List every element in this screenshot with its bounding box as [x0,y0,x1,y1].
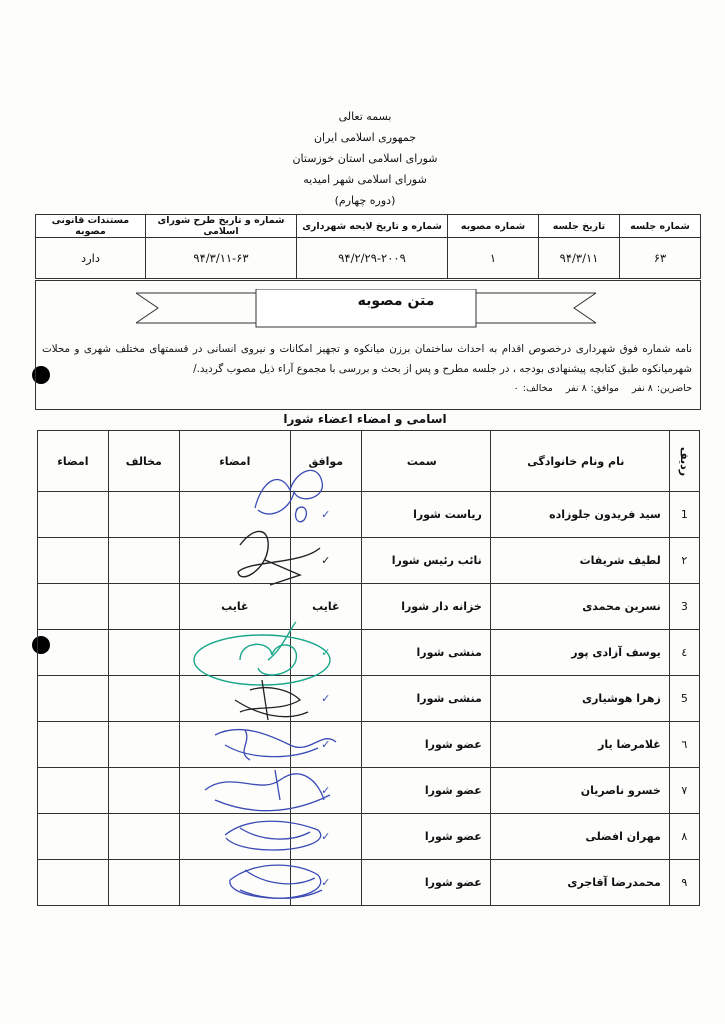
meta-header: شماره و تاریخ طرح شورای اسلامی [146,215,297,238]
member-row [38,492,700,538]
resolution-text: نامه شماره فوق شهرداری درخصوص اقدام به احداث ساختمان برزن میانکوه و تجهیز امکانات و نیروی انسانی در قسمتهای مختلف شهری و محلات شهرمیانکوه طبق کتابچه پیشنهادی بودجه ، در جلسه مطرح و پس از بحث و بررسی با مجموع آراء ذیل مصوب گردید./ [42,343,692,375]
member-row [38,630,700,676]
member-oppose [108,722,179,768]
member-oppose-signature [38,584,109,630]
member-number: 3 [669,584,699,630]
member-signature [179,492,290,538]
member-role: عضو شورا [361,860,490,906]
members-title: اسامی و امضاء اعضاء شورا [283,412,447,426]
member-name: یوسف آزادی پور [490,630,669,676]
heading-line: شورای اسلامی استان خوزستان [292,152,438,165]
member-row [38,584,700,630]
member-name: مهران افضلی [490,814,669,860]
heading-line: (دوره چهارم) [334,194,396,207]
member-agree-mark: ✓ [290,676,361,722]
col-role: سمت [361,431,490,492]
member-signature [179,768,290,814]
member-name: زهرا هوشیاری [490,676,669,722]
member-agree-mark: غایب [290,584,361,630]
member-oppose [108,630,179,676]
member-agree-mark: ✓ [290,630,361,676]
member-oppose-signature [38,676,109,722]
session-date: ۹۴/۳/۱۱ [539,238,620,279]
member-name: لطیف شریفات [490,538,669,584]
member-name: محمدرضا آقاجری [490,860,669,906]
member-number: ٩ [669,860,699,906]
meta-header: شماره مصوبه [448,215,539,238]
member-number: ٨ [669,814,699,860]
meta-header: تاریخ جلسه [539,215,620,238]
heading-line: شورای اسلامی شهر امیدیه [303,173,427,186]
oppose-value: ۰ [513,383,519,394]
member-number: 5 [669,676,699,722]
member-name: خسرو ناصریان [490,768,669,814]
present-value: ۸ نفر [632,383,653,394]
member-role: خزانه دار شورا [361,584,490,630]
agree-label: موافق: [590,383,619,394]
heading-line: جمهوری اسلامی ایران [313,131,417,144]
oppose-label: مخالف: [522,383,553,394]
member-number: ٤ [669,630,699,676]
member-oppose-signature [38,768,109,814]
member-oppose-signature [38,722,109,768]
member-name: سید فریدون جلوزاده [490,492,669,538]
member-name: نسرین محمدی [490,584,669,630]
member-row [38,722,700,768]
col-agree: موافق [290,431,361,492]
member-signature [179,676,290,722]
meta-header: شماره جلسه [620,215,701,238]
municipal-bill-number: ۹۴/۲/۲۹-۲۰۰۹ [297,238,448,279]
member-role: نائب رئیس شورا [361,538,490,584]
member-row [38,538,700,584]
present-label: حاضرین: [656,383,692,394]
members-table [37,430,700,906]
member-role: عضو شورا [361,768,490,814]
member-agree-mark: ✓ [290,768,361,814]
member-oppose [108,860,179,906]
col-signature-2: امضاء [38,431,109,492]
member-oppose-signature [38,492,109,538]
member-agree-mark: ✓ [290,860,361,906]
member-row [38,814,700,860]
member-oppose [108,492,179,538]
member-row [38,860,700,906]
member-signature: غایب [179,584,290,630]
resolution-title: متن مصوبه [357,293,435,309]
session-number: ۶۳ [620,238,701,279]
member-agree-mark: ✓ [290,492,361,538]
col-oppose: مخالف [108,431,179,492]
letterhead [200,106,530,211]
member-oppose-signature [38,538,109,584]
member-signature [179,860,290,906]
member-oppose [108,814,179,860]
member-number: 1 [669,492,699,538]
members-header-row [38,431,700,492]
meta-header: شماره و تاریخ لایحه شهرداری [297,215,448,238]
member-oppose [108,768,179,814]
member-role: عضو شورا [361,814,490,860]
member-role: منشی شورا [361,676,490,722]
resolution-box [35,280,701,410]
council-plan-number: ۹۴/۳/۱۱-۶۳ [146,238,297,279]
member-oppose-signature [38,814,109,860]
member-oppose-signature [38,860,109,906]
meta-value-row [36,238,701,279]
meta-header-row [36,215,701,238]
member-number: ٧ [669,768,699,814]
member-name: غلامرضا یار [490,722,669,768]
col-name: نام ونام خانوادگی [490,431,669,492]
member-number: ٢ [669,538,699,584]
member-signature [179,630,290,676]
member-row [38,676,700,722]
col-signature: امضاء [179,431,290,492]
member-row [38,768,700,814]
member-number: ٦ [669,722,699,768]
member-role: منشی شورا [361,630,490,676]
member-signature [179,814,290,860]
session-meta-table [35,214,701,279]
agree-value: ۸ نفر [565,383,587,394]
heading-line: بسمه تعالی [338,110,392,123]
legal-basis: دارد [36,238,146,279]
member-role: عضو شورا [361,722,490,768]
col-row-number: ردیف [669,431,699,492]
member-role: ریاست شورا [361,492,490,538]
member-agree-mark: ✓ [290,814,361,860]
member-oppose [108,584,179,630]
member-agree-mark: ✓ [290,538,361,584]
meta-header: مستندات قانونی مصوبه [36,215,146,238]
member-signature [179,538,290,584]
resolution-number: ۱ [448,238,539,279]
member-oppose [108,676,179,722]
member-agree-mark: ✓ [290,722,361,768]
member-signature [179,722,290,768]
member-oppose [108,538,179,584]
member-oppose-signature [38,630,109,676]
vote-summary [510,383,692,394]
